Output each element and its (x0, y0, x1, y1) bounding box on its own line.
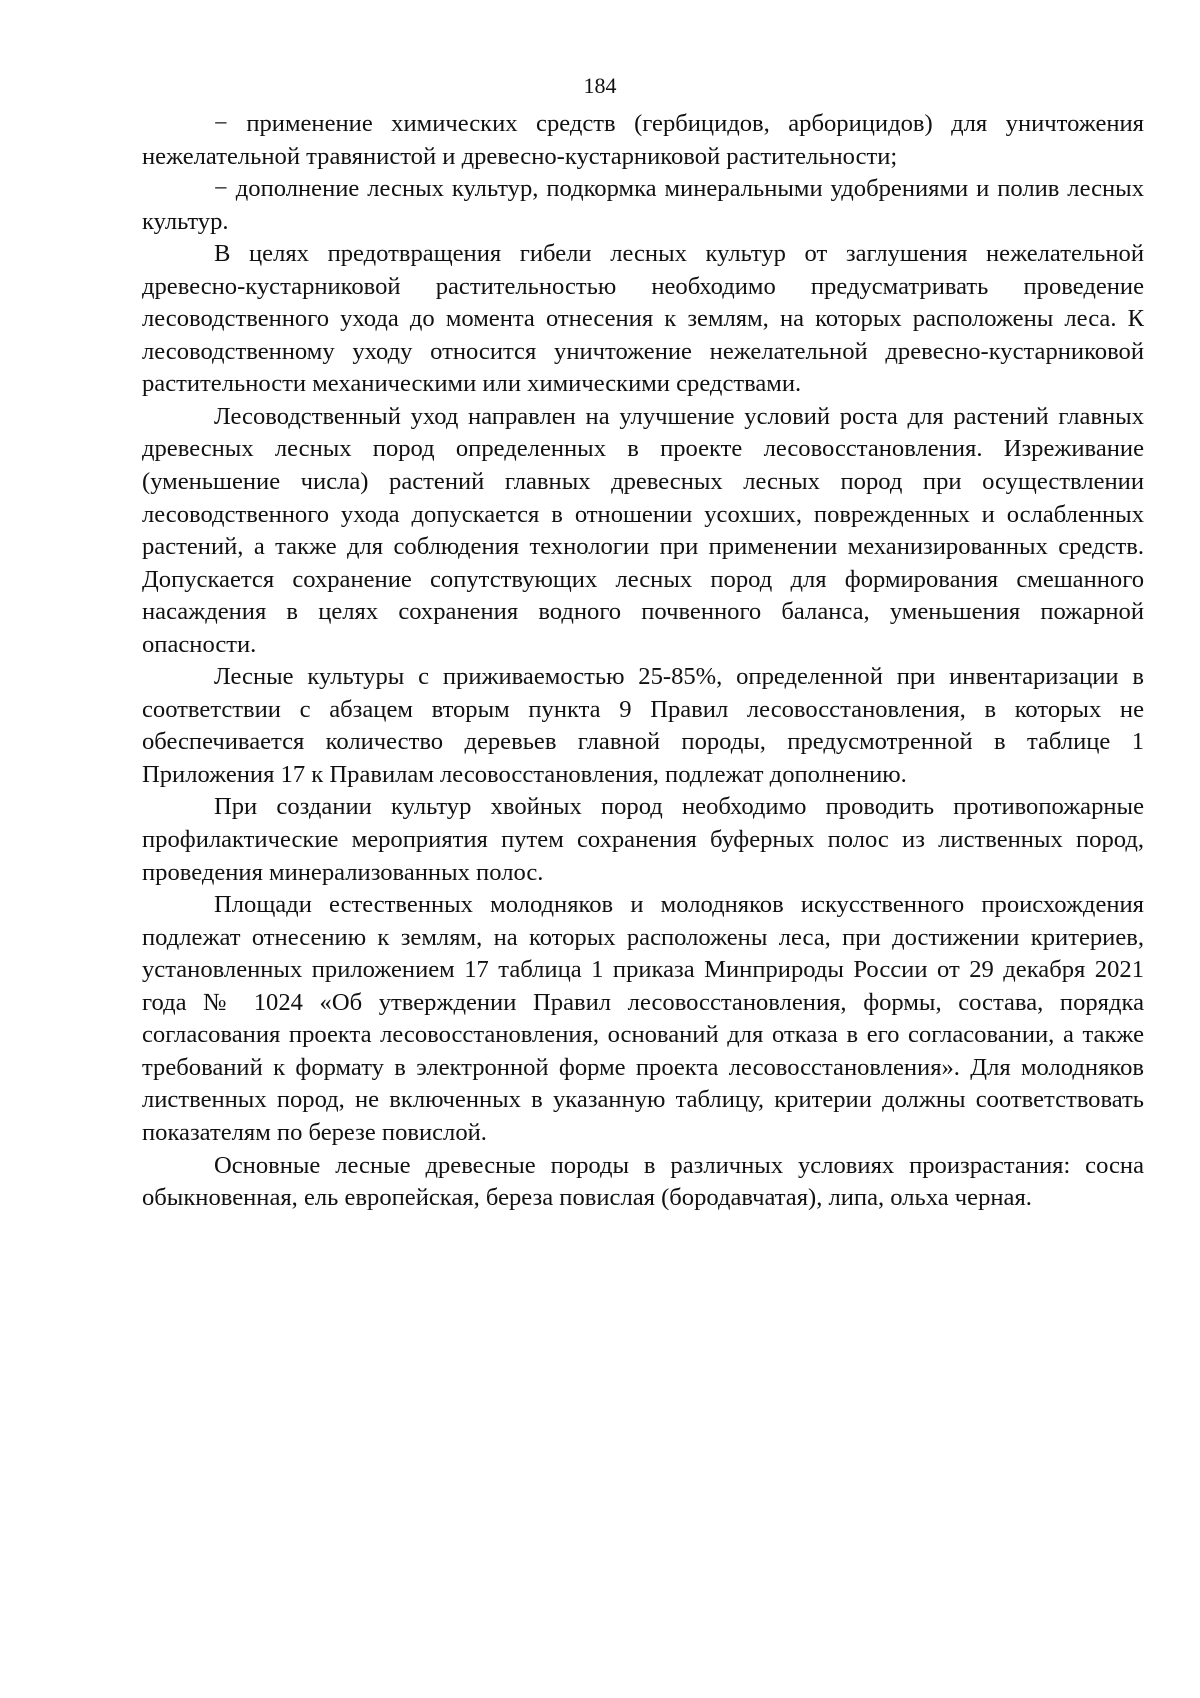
paragraph-main-species: Основные лесные древесные породы в различных условиях произрастания: сосна обыкновенная, ель европейская, береза повислая (бородавчатая), липа, ольха черная. (142, 1151, 1144, 1212)
paragraph-young-stands: Площади естественных молодняков и молодняков искусственного происхождения подлежат отнесению к землям, на которых расположены леса, при достижении критериев, установленных приложением 17 таблица 1 приказа Минприроды России от 29 декабря 2021 года № 1024 «Об утверждении Правил лесовосстановления, формы, состава, порядка согласования проекта лесовосстановления, оснований для отказа в его согласовании, а также требований к формату в электронной форме проекта лесовосстановления». Для молодняков лиственных пород, не включенных в указанную таблицу, критерии должны соответствовать показателям по березе повислой. (142, 891, 1144, 1146)
list-item-chemical-treatment: − применение химических средств (гербицидов, арборицидов) для уничтожения нежелательной травянистой и древесно-кустарниковой растительности; (142, 110, 1144, 170)
document-body (142, 108, 1144, 1215)
paragraph-preventing-loss: В целях предотвращения гибели лесных культур от заглушения нежелательной древесно-кустарниковой растительностью необходимо предусматривать проведение лесоводственного ухода до момента отнесения к землям, на которых расположены леса. К лесоводственному уходу относится уничтожение нежелательной древесно-кустарниковой растительности механическими или химическими средствами. (142, 240, 1144, 398)
paragraph-silvicultural-care: Лесоводственный уход направлен на улучшение условий роста для растений главных древесных лесных пород определенных в проекте лесовосстановления. Изреживание (уменьшение числа) растений главных древесных лесных пород при осуществлении лесоводственного ухода допускается в отношении усохших, поврежденных и ослабленных растений, а также для соблюдения технологии при применении механизированных средств. Допускается сохранение сопутствующих лесных пород для формирования смешанного насаждения в целях сохранения водного почвенного баланса, уменьшения пожарной опасности. (142, 402, 1144, 658)
page-number: 184 (583, 73, 617, 98)
paragraph-survival-rate: Лесные культуры с приживаемостью 25-85%, определенной при инвентаризации в соответствии с абзацем вторым пункта 9 Правил лесовосстановления, в которых не обеспечивается количество деревьев главной породы, предусмотренной в таблице 1 Приложения 17 к Правилам лесовосстановления, подлежат дополнению. (142, 663, 1144, 788)
list-item-supplementing-cultures: − дополнение лесных культур, подкормка минеральными удобрениями и полив лесных культур. (142, 175, 1144, 235)
paragraph-fire-prevention: При создании культур хвойных пород необходимо проводить противопожарные профилактические мероприятия путем сохранения буферных полос из лиственных пород, проведения минерализованных полос. (142, 793, 1144, 886)
